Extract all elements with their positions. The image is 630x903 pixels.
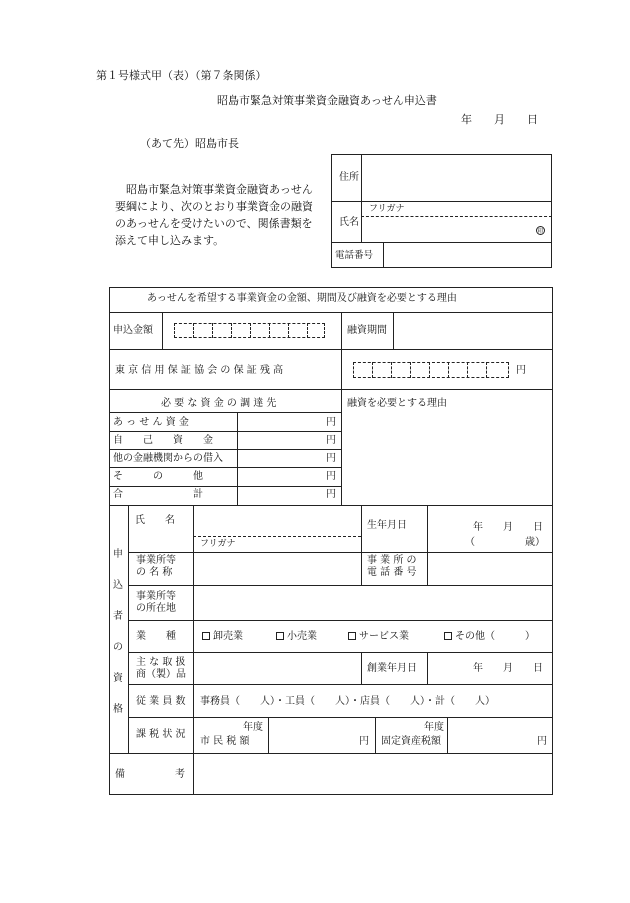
funding-row-unit: 円 [326,417,336,428]
office-address-label: の所在地 [136,603,176,614]
business-type-option[interactable]: 小売業 [276,632,317,642]
application-date[interactable]: 年 月 日 [461,113,538,126]
property-tax-label: 固定資産税額 [381,736,441,747]
employees-label: 従 業 員 数 [136,696,186,707]
guarantee-yen: 円 [516,365,526,376]
intro-line: のあっせんを受けたいので、関係書類を [115,217,313,230]
remarks-field[interactable] [194,754,552,794]
products-label: 商（製）品 [136,669,186,680]
office-phone-field[interactable] [428,553,552,584]
business-type-option[interactable]: サービス業 [348,632,409,642]
property-tax-yen: 円 [537,736,547,747]
form-title: 昭島市緊急対策事業資金融資あっせん申込書 [217,94,437,107]
employees-field[interactable]: 事務員（ 人）・工員（ 人）・店員（ 人）・計（ 人） [200,696,495,707]
office-name-label: 事業所等 [136,555,176,566]
funding-row-label: 合 計 [113,489,203,500]
office-name-field[interactable] [194,553,360,584]
period-field[interactable] [394,313,552,348]
loan-section-heading: あっせんを希望する事業資金の金額、期間及び融資を必要とする理由 [147,293,457,304]
remarks-label: 備 考 [115,769,185,780]
funding-row-label: 自 己 資 金 [113,435,213,446]
city-tax-year: 年度 [243,722,263,733]
funding-amount-field[interactable] [238,413,323,430]
age-field[interactable]: （ 歳） [465,537,545,548]
address-field[interactable] [362,155,551,200]
business-type-label: 業 種 [136,631,176,642]
tax-label: 課 税 状 況 [136,729,186,740]
founding-label: 創業年月日 [367,663,417,674]
reason-field[interactable] [342,412,552,504]
products-label: 主 な 取 扱 [136,657,186,668]
q-name-label: 氏 名 [135,515,175,526]
funding-row-unit: 円 [326,471,336,482]
period-label: 融資期間 [347,325,387,336]
furigana-label: フリガナ [369,204,405,214]
founding-date-field[interactable]: 年 月 日 [473,663,543,674]
funding-amount-field[interactable] [238,468,323,485]
funding-heading: 必 要 な 資 金 の 調 達 先 [161,398,277,409]
funding-row-label: 他の金融機関からの借入 [113,453,223,464]
seal-mark: 印 [537,228,544,235]
intro-line: 添えて申し込みます。 [115,234,225,247]
phone-field[interactable] [384,243,551,267]
funding-row-unit: 円 [326,435,336,446]
business-type-option[interactable]: その他（ ） [444,632,535,642]
checkbox-icon[interactable] [202,632,210,640]
q-name-field[interactable] [194,506,361,536]
funding-amount-field[interactable] [238,432,323,449]
phone-label: 電話番号 [335,250,374,261]
guarantee-label: 東 京 信 用 保 証 協 会 の 保 証 残 高 [115,365,284,376]
products-field[interactable] [194,653,360,684]
name-label: 氏名 [339,217,359,228]
office-address-label: 事業所等 [136,591,176,602]
office-name-label: の 名 称 [136,567,173,578]
funding-total-field[interactable] [238,487,323,504]
funding-row-unit: 円 [326,489,336,500]
name-field[interactable] [362,217,532,241]
amount-label: 申込金額 [113,325,153,336]
reason-label: 融資を必要とする理由 [347,398,447,409]
birth-label: 生年月日 [367,520,407,531]
funding-row-label: そ の 他 [113,471,203,482]
city-tax-yen: 円 [359,736,369,747]
funding-amount-field[interactable] [238,450,323,467]
city-tax-label: 市 民 税 額 [200,736,250,747]
intro-line: 要綱により、次のとおり事業資金の融資 [115,200,313,213]
office-address-field[interactable] [194,586,552,619]
checkbox-icon[interactable] [444,632,452,640]
address-label: 住所 [339,172,359,183]
intro-line: 昭島市緊急対策事業資金融資あっせん [115,183,313,196]
birth-date-field[interactable]: 年 月 日 [473,522,543,533]
addressee: （あて先）昭島市長 [140,137,239,150]
city-tax-field[interactable] [269,718,359,752]
form-number: 第１号様式甲（表）（第７条関係） [96,69,267,82]
property-tax-field[interactable] [448,718,536,752]
funding-row-label: あ っ せ ん 資 金 [113,417,189,428]
funding-row-unit: 円 [326,453,336,464]
checkbox-icon[interactable] [276,632,284,640]
office-phone-label: 事 業 所 の [367,555,417,566]
q-furigana-label: フリガナ [200,539,236,549]
property-tax-year: 年度 [424,722,444,733]
office-phone-label: 電 話 番 号 [367,567,417,578]
checkbox-icon[interactable] [348,632,356,640]
business-type-option[interactable]: 卸売業 [202,632,243,642]
